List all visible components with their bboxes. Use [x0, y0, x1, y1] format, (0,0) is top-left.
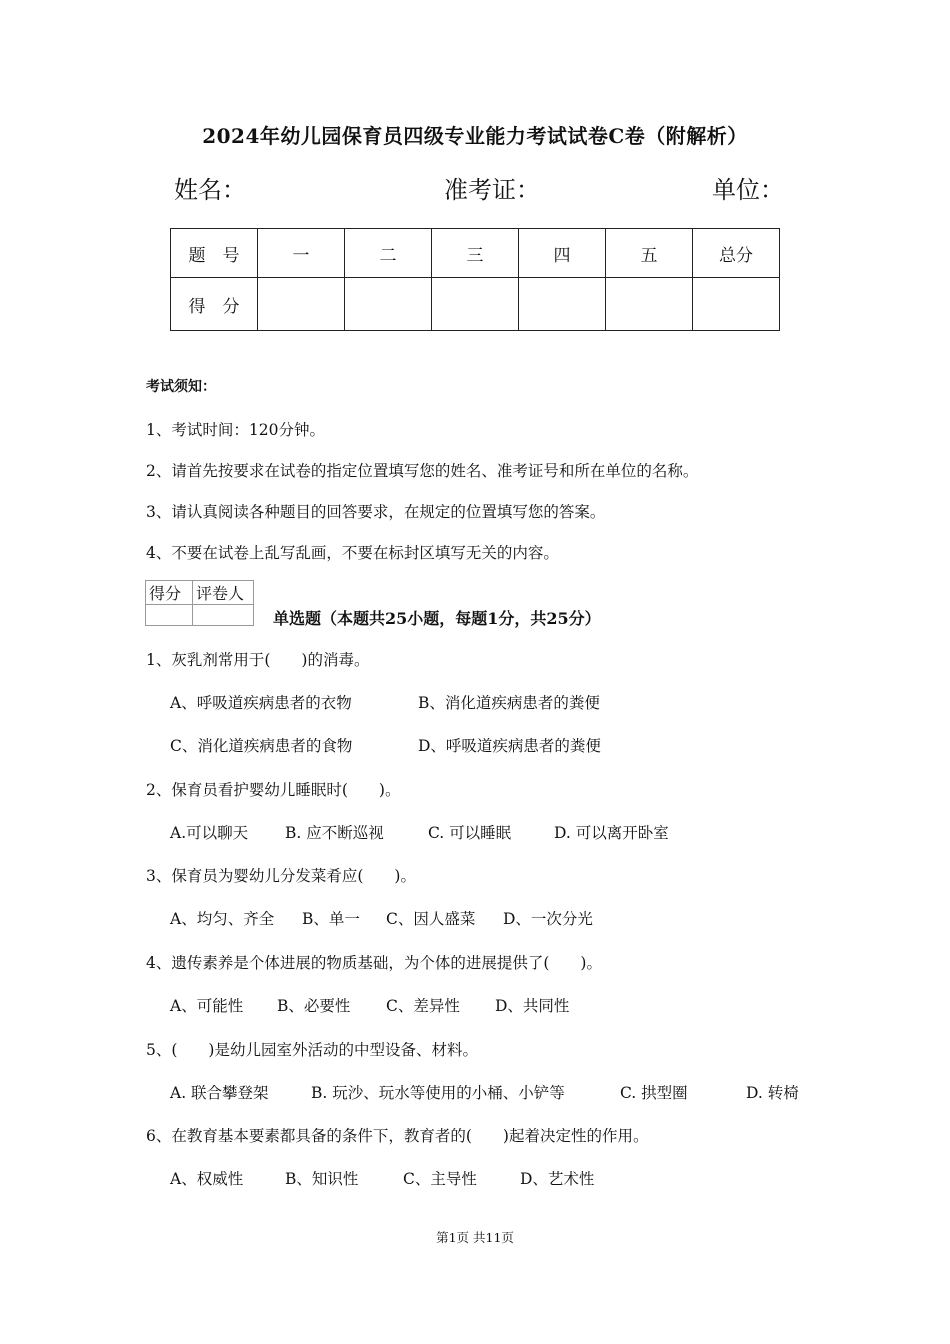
- page-footer: 第1页 共11页: [436, 1230, 514, 1245]
- option-d: D、呼吸道疾病患者的粪便: [418, 737, 601, 755]
- column-5: 五: [606, 229, 693, 278]
- grader-name-label: 评卷人: [193, 581, 254, 605]
- score-cell-4[interactable]: [519, 278, 606, 331]
- option-a: A、均匀、齐全: [170, 910, 275, 928]
- notice-item: 2、请首先按要求在试卷的指定位置填写您的姓名、准考证号和所在单位的名称。: [146, 462, 699, 480]
- column-1: 一: [258, 229, 345, 278]
- option-c: C、因人盛菜: [386, 910, 476, 928]
- option-d: D. 转椅: [746, 1084, 799, 1102]
- score-table: [170, 228, 780, 331]
- notice-heading: 考试须知：: [146, 379, 216, 395]
- option-d: D、一次分光: [503, 910, 593, 928]
- grader-name-cell[interactable]: [193, 605, 254, 626]
- option-d: D、共同性: [495, 997, 570, 1015]
- notice-item: 3、请认真阅读各种题目的回答要求，在规定的位置填写您的答案。: [146, 503, 606, 521]
- option-c: C. 拱型圈: [620, 1084, 688, 1102]
- question-stem: 5、( )是幼儿园室外活动的中型设备、材料。: [146, 1041, 478, 1059]
- grader-box: [145, 580, 254, 626]
- grader-score-cell[interactable]: [146, 605, 193, 626]
- option-c: C. 可以睡眠: [428, 824, 512, 842]
- option-b: B. 玩沙、玩水等使用的小桶、小铲等: [311, 1084, 565, 1102]
- notice-item: 1、考试时间：120分钟。: [146, 421, 325, 439]
- grader-score-label: 得分: [146, 581, 193, 605]
- option-a: A. 联合攀登架: [170, 1084, 269, 1102]
- score-table-score-row: [171, 278, 780, 331]
- score-table-header-row: [171, 229, 780, 278]
- option-b: B、必要性: [277, 997, 351, 1015]
- column-4: 四: [519, 229, 606, 278]
- column-2: 二: [345, 229, 432, 278]
- name-label: 姓名：: [174, 176, 246, 204]
- option-c: C、消化道疾病患者的食物: [170, 737, 353, 755]
- notice-item: 4、不要在试卷上乱写乱画，不要在标封区填写无关的内容。: [146, 544, 559, 562]
- exam-number-label: 准考证：: [444, 176, 540, 204]
- column-total: 总分: [693, 229, 780, 278]
- option-c: C、主导性: [403, 1170, 477, 1188]
- section-title: 单选题（本题共25小题，每题1分，共25分）: [273, 609, 601, 628]
- document-title: 2024年幼儿园保育员四级专业能力考试试卷C卷（附解析）: [202, 124, 748, 148]
- option-b: B、单一: [302, 910, 360, 928]
- question-stem: 6、在教育基本要素都具备的条件下，教育者的( )起着决定性的作用。: [146, 1127, 649, 1145]
- option-d: D、艺术性: [520, 1170, 595, 1188]
- score-cell-total[interactable]: [693, 278, 780, 331]
- option-b: B. 应不断巡视: [285, 824, 384, 842]
- option-a: A.可以聊天: [170, 824, 249, 842]
- option-b: B、消化道疾病患者的粪便: [418, 694, 600, 712]
- score-cell-2[interactable]: [345, 278, 432, 331]
- question-stem: 1、灰乳剂常用于( )的消毒。: [146, 651, 370, 669]
- score-cell-1[interactable]: [258, 278, 345, 331]
- option-a: A、呼吸道疾病患者的衣物: [170, 694, 352, 712]
- score-cell-5[interactable]: [606, 278, 693, 331]
- unit-label: 单位：: [712, 176, 784, 204]
- option-a: A、权威性: [170, 1170, 244, 1188]
- question-stem: 2、保育员看护婴幼儿睡眠时( )。: [146, 781, 401, 799]
- row-header-score: 得 分: [171, 278, 258, 331]
- option-b: B、知识性: [285, 1170, 359, 1188]
- score-cell-3[interactable]: [432, 278, 519, 331]
- option-a: A、可能性: [170, 997, 244, 1015]
- question-stem: 4、遗传素养是个体进展的物质基础，为个体的进展提供了( )。: [146, 954, 602, 972]
- option-c: C、差异性: [386, 997, 460, 1015]
- question-stem: 3、保育员为婴幼儿分发菜肴应( )。: [146, 867, 416, 885]
- option-d: D. 可以离开卧室: [554, 824, 669, 842]
- column-3: 三: [432, 229, 519, 278]
- row-header-question-no: 题 号: [171, 229, 258, 278]
